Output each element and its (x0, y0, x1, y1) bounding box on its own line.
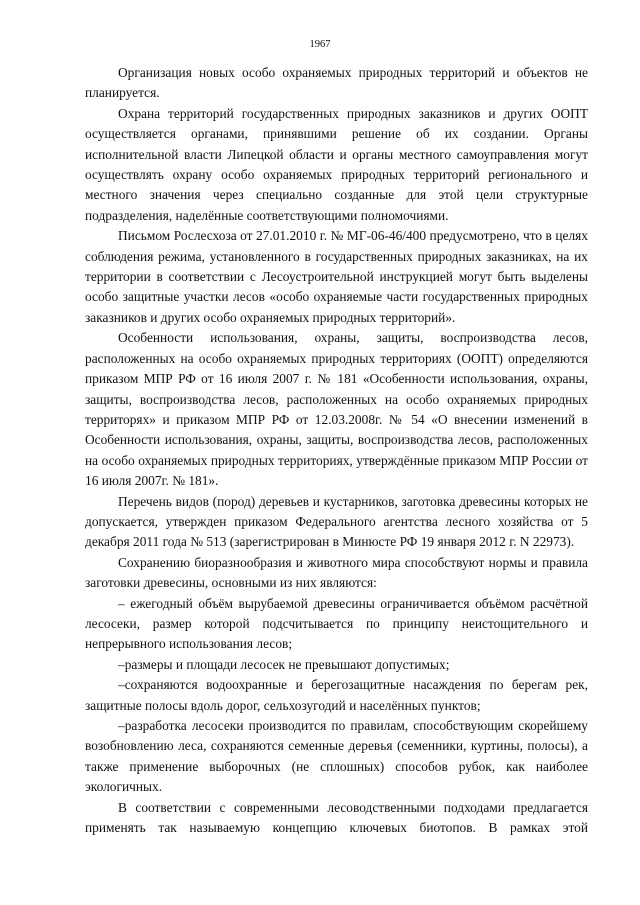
list-item-protective-stands: –сохраняются водоохранные и берегозащитные насаждения по берегам рек, защитные полосы вдоль дорог, сельхозугодий и населённых пунктов; (85, 677, 588, 713)
list-item-cutting-rules: –разработка лесосеки производится по правилам, способствующим скорейшему возобновлению леса, сохраняются семенные деревья (семенники, куртины, полосы), а также применение выборочных (не сплошных) способов рубок, как наиболее экологичных. (85, 718, 588, 795)
document-body (85, 63, 588, 838)
paragraph-new-protected-areas: Организация новых особо охраняемых природных территорий и объектов не планируется. (85, 65, 588, 101)
list-item-cutting-sizes: –размеры и площади лесосек не превышают допустимых; (118, 656, 450, 672)
paragraph-rosleskhoz-letter: Письмом Рослесхоза от 27.01.2010 г. № МГ-06-46/400 предусмотрено, что в целях соблюдения режима, установленного в государственных природных заказниках, на их территории в соответствии с Лесоустроительной инструкцией могут быть выделены особо защитные участки лесов «особо охраняемые части государственных природных заказников и других особо охраняемых природных территорий». (85, 228, 588, 325)
paragraph-mpr-orders: Особенности использования, охраны, защиты, воспроизводства лесов, расположенных на особо охраняемых природных территориях (ООПТ) определяются приказом МПР РФ от 16 июля 2007 г. № 181 «Особенности использования, охраны, защиты, воспроизводства лесов, расположенных на особо охраняемых природных территорях» и приказом МПР РФ от 12.03.2008г. № 54 «О внесении изменений в Особенности использования, охраны, защиты, воспроизводства лесов, расположенных на особо охраняемых природных территориях, утверждённые приказом МПР России от 16 июля 2007г. № 181». (85, 330, 588, 489)
paragraph-species-list: Перечень видов (пород) деревьев и кустарников, заготовка древесины которых не допускается, утвержден приказом Федерального агентства лесного хозяйства от 5 декабря 2011 года № 513 (зарегистрирован в Минюсте РФ 19 января 2012 г. N 22973). (85, 493, 588, 550)
paragraph-biodiversity-norms: Сохранению биоразнообразия и животного мира способствуют нормы и правила заготовки древесины, основными из них являются: (85, 554, 588, 591)
paragraph-protection-authorities: Охрана территорий государственных природных заказников и других ООПТ осуществляется органами, принявшими решение об их создании. Органы исполнительной власти Липецкой области и органы местного самоуправления могут осуществлять охрану особо охраняемых природных территорий регионального и местного значения через специально созданные для этой цели структурные подразделения, наделённые соответствующими полномочиями. (85, 105, 588, 223)
list-item-annual-volume: – ежегодный объём вырубаемой древесины ограничивается объёмом расчётной лесосеки, размер которой подсчитывается по принципу неистощительного и непрерывного использования лесов; (85, 595, 588, 652)
paragraph-key-biotopes: В соответствии с современными лесоводственными подходами предлагается применять так называемую концепцию ключевых биотопов. В рамках этой (85, 799, 588, 836)
page-number: 1967 (309, 39, 331, 50)
